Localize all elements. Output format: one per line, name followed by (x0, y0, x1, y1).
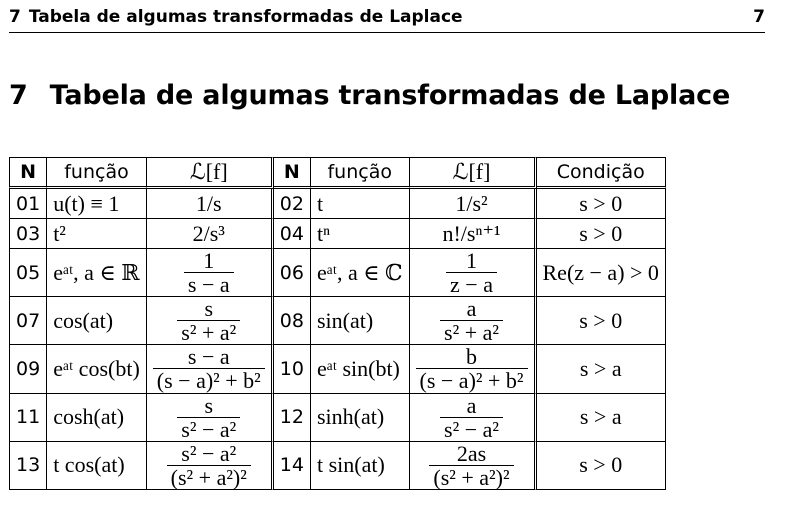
fraction-numerator: a (466, 296, 477, 322)
table-row (9, 189, 666, 219)
row-number-2: 02 (274, 189, 311, 219)
section-number: 7 (9, 80, 28, 111)
laplace-table (9, 157, 666, 490)
function-cell: cos(at) (47, 297, 147, 345)
row-number-2: 06 (274, 249, 311, 297)
running-header-number: 7 (9, 7, 21, 27)
condition-cell: s > 0 (537, 219, 666, 249)
header-n-2: N (274, 157, 311, 189)
function-cell: t cos(at) (47, 442, 147, 490)
table-row (9, 297, 666, 345)
function-cell-2: t (311, 189, 410, 219)
fraction (177, 394, 240, 441)
row-number-2: 10 (274, 345, 311, 393)
condition-cell: s > 0 (537, 189, 666, 219)
fraction-denominator: s² − a² (177, 417, 240, 441)
transform-cell (147, 345, 274, 393)
fraction-denominator: (s − a)² + b² (153, 368, 265, 392)
fraction-numerator: s (204, 296, 214, 322)
transform-cell (147, 249, 274, 297)
transform-cell-2: 1/s² (410, 189, 537, 219)
function-cell-2: sin(at) (311, 297, 410, 345)
running-header-text: Tabela de algumas transformadas de Laplace (28, 7, 463, 27)
transform-cell-2 (410, 345, 537, 393)
fraction-numerator: a (466, 392, 477, 418)
transform-cell (147, 442, 274, 490)
transform-cell-2 (410, 394, 537, 442)
fraction-numerator: s² − a² (181, 440, 237, 466)
function-cell-2: eᵃᵗ sin(bt) (311, 345, 410, 393)
fraction-denominator: s − a (184, 272, 234, 296)
fraction-denominator: s² + a² (177, 320, 240, 344)
fraction-numerator: b (466, 344, 477, 370)
fraction (446, 249, 497, 296)
fraction (429, 442, 513, 489)
row-number: 11 (9, 394, 47, 442)
row-number: 13 (9, 442, 47, 490)
function-cell: t² (47, 219, 147, 249)
row-number: 05 (9, 249, 47, 297)
condition-cell: s > a (537, 394, 666, 442)
row-number-2: 08 (274, 297, 311, 345)
row-number-2: 14 (274, 442, 311, 490)
condition-cell: s > 0 (537, 297, 666, 345)
function-cell: eᵃᵗ cos(bt) (47, 345, 147, 393)
fraction-denominator: s² − a² (440, 417, 503, 441)
header-n: N (9, 157, 47, 189)
header-laplace-2: ℒ[f] (410, 157, 537, 189)
fraction-numerator: 1 (203, 248, 215, 273)
fraction-numerator: 2as (456, 440, 487, 466)
table-row (9, 219, 666, 249)
function-cell-2: t sin(at) (311, 442, 410, 490)
fraction (440, 297, 503, 344)
fraction-denominator: z − a (446, 272, 497, 296)
fraction-denominator: (s² + a²)² (167, 465, 251, 489)
transform-cell: 1/s (147, 189, 274, 219)
fraction-denominator: s² + a² (440, 320, 503, 344)
condition-cell: Re(z − a) > 0 (537, 249, 666, 297)
function-cell-2: sinh(at) (311, 394, 410, 442)
table-row (9, 249, 666, 297)
running-header (9, 6, 765, 33)
header-funcao: função (47, 157, 147, 189)
function-cell: eᵃᵗ, a ∈ ℝ (47, 249, 147, 297)
row-number: 03 (9, 219, 47, 249)
page-number: 7 (753, 7, 765, 27)
fraction-numerator: 1 (466, 248, 477, 273)
condition-cell: s > a (537, 345, 666, 393)
function-cell: u(t) ≡ 1 (47, 189, 147, 219)
function-cell-2: tⁿ (311, 219, 410, 249)
row-number: 07 (9, 297, 47, 345)
table-header-row (9, 157, 666, 189)
fraction-denominator: (s² + a²)² (429, 465, 513, 489)
fraction (184, 249, 234, 296)
fraction (177, 297, 240, 344)
fraction (416, 345, 528, 392)
section-heading (9, 80, 730, 111)
section-title: Tabela de algumas transformadas de Laplace (49, 80, 731, 111)
fraction-numerator: s (204, 392, 214, 418)
transform-cell: 2/s³ (147, 219, 274, 249)
transform-cell-2 (410, 249, 537, 297)
row-number: 09 (9, 345, 47, 393)
fraction-denominator: (s − a)² + b² (416, 368, 528, 392)
transform-cell-2 (410, 297, 537, 345)
function-cell: cosh(at) (47, 394, 147, 442)
table-row (9, 394, 666, 442)
condition-cell: s > 0 (537, 442, 666, 490)
function-cell-2: eᵃᵗ, a ∈ ℂ (311, 249, 410, 297)
row-number: 01 (9, 189, 47, 219)
fraction (440, 394, 503, 441)
header-laplace: ℒ[f] (147, 157, 274, 189)
table-row (9, 442, 666, 490)
table-row (9, 345, 666, 393)
header-funcao-2: função (311, 157, 410, 189)
row-number-2: 12 (274, 394, 311, 442)
transform-cell (147, 297, 274, 345)
fraction (153, 345, 265, 392)
header-condicao: Condição (537, 157, 666, 189)
fraction (167, 442, 251, 489)
fraction-numerator: s − a (187, 344, 230, 370)
transform-cell-2: n!/sⁿ⁺¹ (410, 219, 537, 249)
row-number-2: 04 (274, 219, 311, 249)
transform-cell (147, 394, 274, 442)
transform-cell-2 (410, 442, 537, 490)
running-header-title (9, 7, 463, 27)
